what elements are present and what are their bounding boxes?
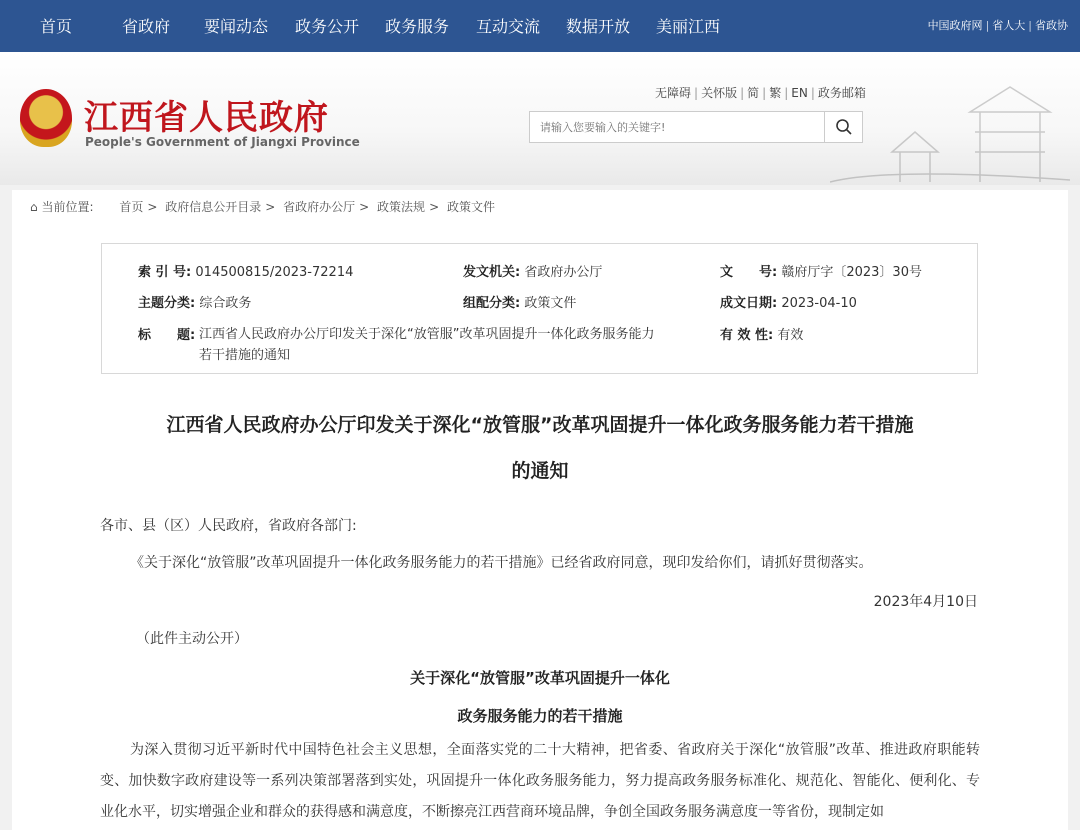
doc-title-value: 江西省人民政府办公厅印发关于深化“放管服”改革巩固提升一体化政务服务能力 若干措施的通知 — [199, 327, 655, 363]
breadcrumb-info-catalog[interactable]: 政府信息公开目录 — [165, 200, 262, 214]
search-box — [529, 111, 863, 143]
top-nav — [0, 0, 1080, 52]
nav-beautiful-jiangxi[interactable]: 美丽江西 — [656, 17, 721, 36]
issue-date: 2023年4月10日 — [873, 594, 978, 610]
search-input[interactable] — [530, 112, 825, 142]
nav-gov-services[interactable]: 政务服务 — [385, 17, 450, 36]
breadcrumb-policy-regs[interactable]: 政策法规 — [377, 200, 426, 214]
link-china-gov[interactable]: 中国政府网 — [927, 19, 983, 32]
site-logo-title[interactable]: 江西省人民政府 — [84, 98, 329, 138]
breadcrumb-home[interactable]: 首页 — [119, 200, 144, 214]
link-care-version[interactable]: 关怀版 — [701, 86, 738, 100]
site-header — [0, 52, 1080, 185]
nav-gov-affairs-open[interactable]: 政务公开 — [295, 17, 360, 36]
link-npc[interactable]: 省人大 — [992, 19, 1026, 32]
measures-title-line1: 关于深化“放管服”改革巩固提升一体化 — [410, 669, 670, 687]
nav-province-gov[interactable]: 省政府 — [122, 17, 171, 36]
index-number: 索 引 号: 014500815/2023-72214 — [138, 265, 354, 280]
breadcrumb-office[interactable]: 省政府办公厅 — [283, 200, 356, 214]
link-gov-mail[interactable]: 政务邮箱 — [817, 86, 866, 100]
nav-interaction[interactable]: 互动交流 — [476, 17, 541, 36]
utility-links: 无障碍 | 关怀版 | 简 | 繁 | EN | 政务邮箱 — [655, 86, 866, 100]
measures-title-line2: 政务服务能力的若干措施 — [457, 707, 623, 725]
nav-home[interactable]: 首页 — [40, 17, 73, 36]
link-simplified[interactable]: 简 — [747, 86, 760, 100]
link-traditional[interactable]: 繁 — [769, 86, 782, 100]
creation-date: 成文日期: 2023-04-10 — [720, 296, 857, 311]
assembly-category: 组配分类: 政策文件 — [463, 296, 577, 311]
nav-open-data[interactable]: 数据开放 — [566, 17, 631, 36]
breadcrumb-policy-docs[interactable]: 政策文件 — [446, 200, 495, 214]
home-icon: ⌂ — [30, 200, 38, 214]
top-links: 中国政府网 | 省人大 | 省政协 — [927, 19, 1068, 32]
content-panel — [12, 190, 1068, 830]
public-note: （此件主动公开） — [136, 631, 248, 647]
link-cppcc[interactable]: 省政协 — [1035, 19, 1068, 32]
doc-title-label: 标 题: — [138, 328, 196, 343]
topic-category: 主题分类: 综合政务 — [138, 296, 252, 311]
validity: 有 效 性: 有效 — [720, 328, 804, 343]
pavilion-illustration — [830, 72, 1070, 185]
link-english[interactable]: EN — [791, 86, 808, 100]
intro-paragraph: 《关于深化“放管服”改革巩固提升一体化政务服务能力的若干措施》已经省政府同意，现印发给你们，请抓好贯彻落实。 — [130, 555, 873, 571]
breadcrumb-label: 当前位置: — [41, 200, 94, 214]
breadcrumb: ⌂ 当前位置: 首页 > 政府信息公开目录 > 省政府办公厅 > 政策法规 > 政策文件 — [30, 200, 495, 214]
salutation: 各市、县（区）人民政府，省政府各部门: — [100, 518, 357, 534]
site-logo-subtitle: People's Government of Jiangxi Province — [85, 135, 360, 149]
issuing-agency: 发文机关: 省政府办公厅 — [463, 265, 603, 280]
link-accessibility[interactable]: 无障碍 — [655, 86, 692, 100]
nav-news[interactable]: 要闻动态 — [204, 17, 269, 36]
article-title: 江西省人民政府办公厅印发关于深化“放管服”改革巩固提升一体化政务服务能力若干措施 的通知 — [166, 414, 914, 482]
body-paragraph: 为深入贯彻习近平新时代中国特色社会主义思想，全面落实党的二十大精神，把省委、省政府关于深化“放管服”改革、推进政府职能转变、加快数字政府建设等一系列决策部署落到实处，巩固提升一体化政务服务能力，努力提高政务服务标准化、规范化、智能化、便利化、专业化水平，切实增强企业和群众的获得感和满意度，不断擦亮江西营商环境品牌，争创全国政务服务满意度一等省份，现制定如 — [100, 742, 980, 820]
document-info-table — [101, 243, 978, 374]
document-number: 文 号: 赣府厅字〔2023〕30号 — [720, 265, 922, 280]
national-emblem-icon — [20, 89, 72, 147]
